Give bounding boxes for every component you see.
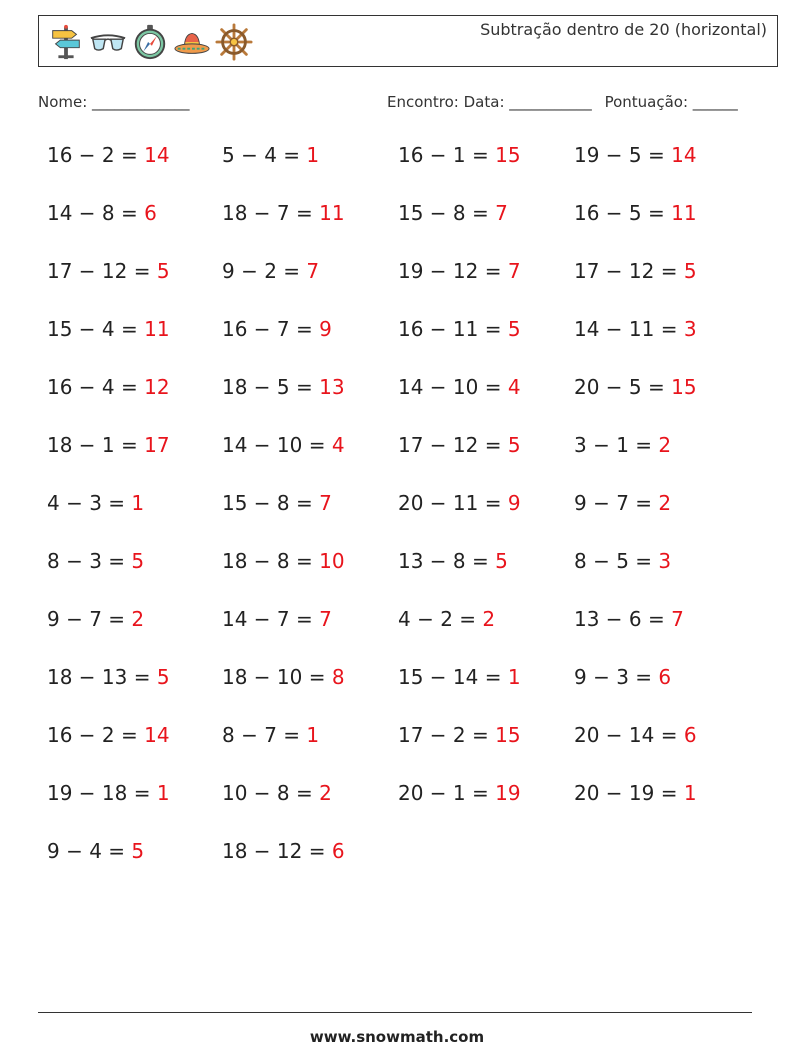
problem-question: 4 − 2 = xyxy=(398,607,483,631)
problem-item xyxy=(574,607,684,631)
problem-answer: 11 xyxy=(144,317,170,341)
problem-item xyxy=(398,781,521,805)
problem-item xyxy=(398,607,495,631)
problem-question: 14 − 8 = xyxy=(47,201,145,225)
problem-question: 15 − 8 = xyxy=(222,491,320,515)
problem-item xyxy=(574,375,697,399)
problem-answer: 1 xyxy=(306,143,320,167)
problem-question: 20 − 1 = xyxy=(398,781,496,805)
problem-item xyxy=(47,781,170,805)
date-score-fields xyxy=(387,93,738,111)
problem-question: 17 − 12 = xyxy=(47,259,157,283)
problem-item xyxy=(222,665,345,689)
problem-question: 8 − 7 = xyxy=(222,723,307,747)
problem-question: 9 − 7 = xyxy=(574,491,659,515)
problem-item xyxy=(398,259,521,283)
problem-answer: 12 xyxy=(144,375,170,399)
problem-item xyxy=(398,723,521,747)
problem-answer: 2 xyxy=(658,433,672,457)
problem-answer: 7 xyxy=(319,607,332,631)
problem-question: 14 − 10 = xyxy=(398,375,508,399)
problem-question: 9 − 3 = xyxy=(574,665,659,689)
problem-question: 16 − 11 = xyxy=(398,317,508,341)
problem-question: 15 − 8 = xyxy=(398,201,496,225)
problem-question: 18 − 5 = xyxy=(222,375,320,399)
problem-answer: 15 xyxy=(671,375,697,399)
problem-question: 17 − 12 = xyxy=(574,259,684,283)
problem-question: 16 − 2 = xyxy=(47,143,145,167)
problem-answer: 10 xyxy=(319,549,345,573)
problem-answer: 4 xyxy=(507,375,521,399)
problem-item xyxy=(47,665,170,689)
problem-item xyxy=(47,143,170,167)
problem-answer: 1 xyxy=(683,781,697,805)
problem-item xyxy=(398,433,521,457)
problem-answer: 5 xyxy=(156,665,170,689)
problem-question: 9 − 4 = xyxy=(47,839,132,863)
problem-answer: 8 xyxy=(331,665,345,689)
problem-item xyxy=(47,201,157,225)
problem-answer: 3 xyxy=(683,317,697,341)
problem-item xyxy=(398,665,521,689)
problem-question: 4 − 3 = xyxy=(47,491,132,515)
problem-question: 13 − 8 = xyxy=(398,549,496,573)
problem-answer: 1 xyxy=(507,665,521,689)
compass-icon xyxy=(131,23,169,61)
problem-item xyxy=(398,375,521,399)
problem-item xyxy=(574,781,697,805)
problem-answer: 5 xyxy=(507,433,521,457)
problem-question: 5 − 4 = xyxy=(222,143,307,167)
problem-item xyxy=(398,143,521,167)
sunglasses-icon xyxy=(89,23,127,61)
problem-question: 8 − 3 = xyxy=(47,549,132,573)
problem-answer: 6 xyxy=(144,201,157,225)
problem-question: 20 − 5 = xyxy=(574,375,672,399)
problem-item xyxy=(222,491,332,515)
problem-item xyxy=(574,143,697,167)
problem-question: 19 − 12 = xyxy=(398,259,508,283)
problem-question: 14 − 10 = xyxy=(222,433,332,457)
problem-answer: 4 xyxy=(331,433,345,457)
problem-item xyxy=(574,201,697,225)
problem-item xyxy=(222,317,332,341)
problem-question: 18 − 10 = xyxy=(222,665,332,689)
problem-answer: 11 xyxy=(671,201,697,225)
problem-item xyxy=(574,259,697,283)
name-field: Nome: _____________ xyxy=(38,93,190,111)
problem-item xyxy=(222,143,319,167)
problem-answer: 5 xyxy=(131,839,145,863)
problem-question: 16 − 1 = xyxy=(398,143,496,167)
problem-question: 20 − 19 = xyxy=(574,781,684,805)
problem-answer: 1 xyxy=(131,491,145,515)
problem-answer: 5 xyxy=(131,549,145,573)
problem-answer: 2 xyxy=(131,607,145,631)
problem-answer: 2 xyxy=(319,781,332,805)
problem-answer: 2 xyxy=(658,491,672,515)
problem-question: 16 − 2 = xyxy=(47,723,145,747)
problem-question: 18 − 7 = xyxy=(222,201,320,225)
problem-item xyxy=(398,317,521,341)
date-field: Encontro: Data: ___________ xyxy=(387,93,592,111)
problem-answer: 11 xyxy=(319,201,345,225)
problem-question: 14 − 11 = xyxy=(574,317,684,341)
problem-answer: 14 xyxy=(144,723,170,747)
problem-item xyxy=(47,549,144,573)
problem-question: 16 − 5 = xyxy=(574,201,672,225)
problem-answer: 9 xyxy=(507,491,521,515)
ship-wheel-icon xyxy=(215,23,253,61)
problem-answer: 6 xyxy=(331,839,345,863)
problem-question: 14 − 7 = xyxy=(222,607,320,631)
sombrero-icon xyxy=(173,23,211,61)
problem-item xyxy=(574,317,697,341)
problem-answer: 14 xyxy=(144,143,170,167)
problem-answer: 13 xyxy=(319,375,345,399)
problem-item xyxy=(47,607,144,631)
problem-answer: 9 xyxy=(319,317,332,341)
problem-question: 19 − 5 = xyxy=(574,143,672,167)
problem-item xyxy=(398,491,521,515)
problem-item xyxy=(574,433,671,457)
problem-answer: 15 xyxy=(495,723,521,747)
problem-answer: 2 xyxy=(482,607,496,631)
problem-answer: 3 xyxy=(658,549,672,573)
problem-question: 18 − 12 = xyxy=(222,839,332,863)
problem-question: 15 − 4 = xyxy=(47,317,145,341)
problem-answer: 7 xyxy=(306,259,320,283)
problem-item xyxy=(574,549,671,573)
problem-question: 9 − 2 = xyxy=(222,259,307,283)
problem-answer: 7 xyxy=(507,259,521,283)
problem-answer: 5 xyxy=(495,549,508,573)
problem-answer: 6 xyxy=(683,723,697,747)
problem-item xyxy=(222,549,345,573)
problem-item xyxy=(398,201,508,225)
problem-item xyxy=(574,723,697,747)
problem-item xyxy=(398,549,508,573)
footer-url: www.snowmath.com xyxy=(309,1028,485,1046)
problem-item xyxy=(222,375,345,399)
score-field: Pontuação: ______ xyxy=(604,93,738,111)
problem-item xyxy=(222,433,345,457)
page-title: Subtração dentro de 20 (horizontal) xyxy=(480,20,767,39)
problem-answer: 1 xyxy=(306,723,320,747)
problem-item xyxy=(222,607,332,631)
problem-answer: 5 xyxy=(156,259,170,283)
problem-answer: 17 xyxy=(144,433,170,457)
problem-item xyxy=(574,491,671,515)
problem-item xyxy=(47,433,170,457)
problem-answer: 7 xyxy=(495,201,508,225)
problem-question: 19 − 18 = xyxy=(47,781,157,805)
problem-question: 17 − 12 = xyxy=(398,433,508,457)
problem-question: 8 − 5 = xyxy=(574,549,659,573)
problem-answer: 1 xyxy=(156,781,170,805)
problem-item xyxy=(222,723,319,747)
problem-question: 17 − 2 = xyxy=(398,723,496,747)
problem-question: 18 − 13 = xyxy=(47,665,157,689)
problem-item xyxy=(47,259,170,283)
problem-question: 10 − 8 = xyxy=(222,781,320,805)
problem-answer: 6 xyxy=(658,665,672,689)
problem-question: 20 − 14 = xyxy=(574,723,684,747)
problem-answer: 5 xyxy=(507,317,521,341)
problem-answer: 7 xyxy=(319,491,332,515)
problem-item xyxy=(47,317,170,341)
problem-item xyxy=(47,491,144,515)
problem-answer: 15 xyxy=(495,143,521,167)
problem-question: 20 − 11 = xyxy=(398,491,508,515)
problem-item xyxy=(47,375,170,399)
problem-item xyxy=(222,781,332,805)
header-box xyxy=(38,15,778,67)
problem-answer: 5 xyxy=(683,259,697,283)
problem-question: 3 − 1 = xyxy=(574,433,659,457)
problem-item xyxy=(222,839,345,863)
problem-item xyxy=(47,839,144,863)
problem-answer: 14 xyxy=(671,143,697,167)
problem-question: 18 − 1 = xyxy=(47,433,145,457)
signpost-icon xyxy=(47,23,85,61)
problem-item xyxy=(222,201,345,225)
problem-question: 18 − 8 = xyxy=(222,549,320,573)
problem-answer: 19 xyxy=(495,781,521,805)
problem-answer: 7 xyxy=(671,607,684,631)
problem-question: 16 − 7 = xyxy=(222,317,320,341)
footer-divider xyxy=(38,1012,752,1013)
problem-question: 9 − 7 = xyxy=(47,607,132,631)
icon-row xyxy=(47,21,253,63)
problem-question: 15 − 14 = xyxy=(398,665,508,689)
problem-item xyxy=(47,723,170,747)
problem-item xyxy=(574,665,671,689)
problem-question: 16 − 4 = xyxy=(47,375,145,399)
problem-item xyxy=(222,259,319,283)
problem-question: 13 − 6 = xyxy=(574,607,672,631)
